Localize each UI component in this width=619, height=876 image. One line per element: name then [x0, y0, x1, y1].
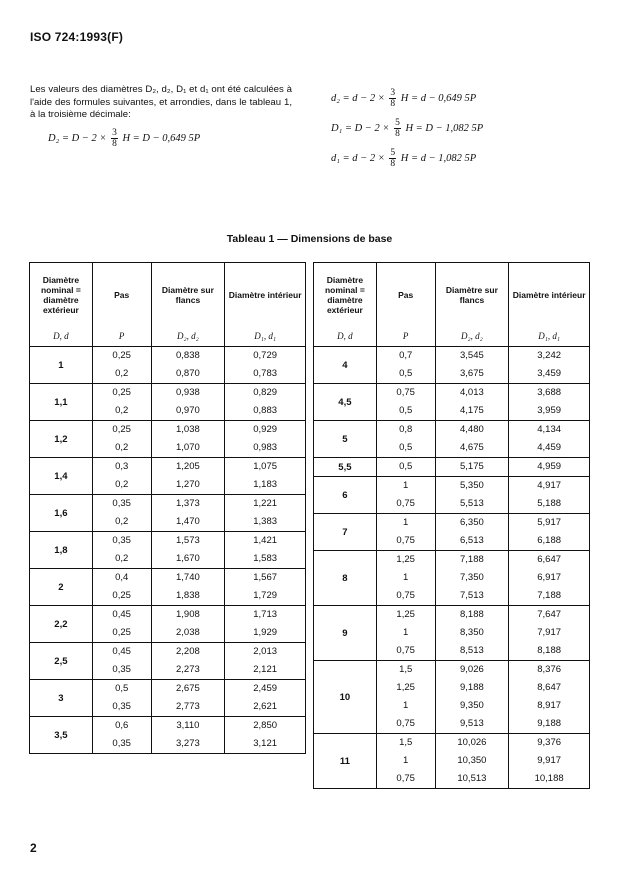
nominal-diameter-cell: 5	[314, 421, 377, 458]
minor-diameter-cell: 1,583	[225, 550, 306, 569]
minor-diameter-cell: 4,134	[509, 421, 590, 440]
column-symbol-minor-diameter: D₁, d₁	[225, 326, 306, 347]
table-caption: Tableau 1 — Dimensions de base	[226, 233, 393, 245]
document-header: ISO 724:1993(F)	[30, 30, 124, 44]
formula-d2	[331, 88, 476, 109]
nominal-diameter-cell: 4	[314, 347, 377, 384]
table-row	[30, 532, 306, 551]
pitch-diameter-cell: 1,070	[151, 439, 225, 458]
nominal-diameter-cell: 1,2	[30, 421, 93, 458]
pitch-diameter-cell: 0,838	[151, 347, 225, 366]
pitch-cell: 0,25	[92, 384, 151, 403]
column-header-diameter: Diamètre nominal = diamètre extérieur	[30, 263, 93, 327]
formula-D2-lhs: D₂ = D − 2 ×	[48, 132, 107, 144]
minor-diameter-cell: 9,917	[509, 752, 590, 770]
nominal-diameter-cell: 2,5	[30, 643, 93, 680]
nominal-diameter-cell: 3,5	[30, 717, 93, 754]
table-row	[30, 458, 306, 477]
pitch-diameter-cell: 7,188	[435, 551, 509, 570]
pitch-diameter-cell: 0,938	[151, 384, 225, 403]
column-header-minor-diameter: Diamètre intérieur	[225, 263, 306, 327]
pitch-cell: 0,8	[376, 421, 435, 440]
pitch-cell: 0,25	[92, 347, 151, 366]
minor-diameter-cell: 2,459	[225, 680, 306, 699]
pitch-diameter-cell: 5,175	[435, 458, 509, 477]
table-row	[314, 551, 590, 570]
minor-diameter-cell: 0,929	[225, 421, 306, 440]
minor-diameter-cell: 1,567	[225, 569, 306, 588]
pitch-cell: 1,25	[376, 551, 435, 570]
column-symbol-pitch: P	[376, 326, 435, 347]
column-symbol-pitch: P	[92, 326, 151, 347]
table-row	[314, 384, 590, 403]
table-row	[30, 495, 306, 514]
pitch-diameter-cell: 6,350	[435, 514, 509, 533]
pitch-diameter-cell: 4,675	[435, 439, 509, 458]
formula-d2-lhs: d₂ = d − 2 ×	[331, 92, 385, 104]
dimensions-table-right	[313, 262, 590, 789]
fraction-denominator: 8	[390, 99, 396, 109]
formula-D1	[331, 118, 483, 139]
dimensions-table-left	[29, 262, 306, 754]
pitch-cell: 0,7	[376, 347, 435, 366]
table-row	[314, 606, 590, 625]
formula-D1-rhs: H = D − 1,082 5P	[405, 122, 484, 134]
minor-diameter-cell: 7,647	[509, 606, 590, 625]
pitch-diameter-cell: 1,270	[151, 476, 225, 495]
pitch-cell: 0,75	[376, 532, 435, 551]
minor-diameter-cell: 5,188	[509, 495, 590, 514]
minor-diameter-cell: 1,713	[225, 606, 306, 625]
table-row	[30, 569, 306, 588]
nominal-diameter-cell: 1,1	[30, 384, 93, 421]
minor-diameter-cell: 6,917	[509, 569, 590, 587]
pitch-diameter-cell: 4,013	[435, 384, 509, 403]
fraction-numerator: 5	[390, 148, 396, 158]
pitch-diameter-cell: 7,513	[435, 587, 509, 606]
table-row	[314, 421, 590, 440]
pitch-cell: 0,45	[92, 606, 151, 625]
minor-diameter-cell: 8,647	[509, 679, 590, 697]
formula-d1-fraction	[389, 148, 396, 169]
pitch-diameter-cell: 9,026	[435, 661, 509, 680]
column-header-pitch: Pas	[376, 263, 435, 327]
pitch-cell: 1,25	[376, 679, 435, 697]
table-row	[30, 606, 306, 625]
formula-d1-lhs: d₁ = d − 2 ×	[331, 152, 385, 164]
table-row	[30, 384, 306, 403]
pitch-diameter-cell: 2,675	[151, 680, 225, 699]
minor-diameter-cell: 8,376	[509, 661, 590, 680]
fraction-denominator: 8	[112, 139, 117, 149]
table-row	[314, 514, 590, 533]
pitch-cell: 0,25	[92, 624, 151, 643]
minor-diameter-cell: 0,783	[225, 365, 306, 384]
minor-diameter-cell: 1,421	[225, 532, 306, 551]
minor-diameter-cell: 6,188	[509, 532, 590, 551]
minor-diameter-cell: 4,459	[509, 439, 590, 458]
minor-diameter-cell: 3,242	[509, 347, 590, 366]
minor-diameter-cell: 4,959	[509, 458, 590, 477]
pitch-diameter-cell: 1,670	[151, 550, 225, 569]
intro-paragraph: Les valeurs des diamètres D₂, d₂, D₁ et d₁ ont été calculées à l'aide des formules suivantes, et arrondies, dans le tableau 1, à la troisième décimale:	[30, 84, 292, 121]
table-row	[30, 421, 306, 440]
pitch-diameter-cell: 1,908	[151, 606, 225, 625]
pitch-diameter-cell: 2,773	[151, 698, 225, 717]
pitch-diameter-cell: 5,350	[435, 477, 509, 496]
pitch-cell: 0,75	[376, 770, 435, 789]
nominal-diameter-cell: 8	[314, 551, 377, 606]
pitch-diameter-cell: 4,480	[435, 421, 509, 440]
minor-diameter-cell: 2,621	[225, 698, 306, 717]
formula-d1-rhs: H = d − 1,082 5P	[400, 152, 477, 164]
minor-diameter-cell: 0,883	[225, 402, 306, 421]
nominal-diameter-cell: 3	[30, 680, 93, 717]
minor-diameter-cell: 4,917	[509, 477, 590, 496]
pitch-cell: 0,25	[92, 587, 151, 606]
minor-diameter-cell: 8,188	[509, 642, 590, 661]
pitch-diameter-cell: 1,740	[151, 569, 225, 588]
nominal-diameter-cell: 2,2	[30, 606, 93, 643]
pitch-cell: 1,5	[376, 734, 435, 753]
minor-diameter-cell: 0,983	[225, 439, 306, 458]
pitch-diameter-cell: 3,545	[435, 347, 509, 366]
pitch-cell: 0,35	[92, 698, 151, 717]
pitch-diameter-cell: 3,675	[435, 365, 509, 384]
pitch-cell: 0,5	[376, 365, 435, 384]
fraction-numerator: 5	[395, 118, 400, 128]
nominal-diameter-cell: 1,4	[30, 458, 93, 495]
minor-diameter-cell: 1,383	[225, 513, 306, 532]
minor-diameter-cell: 7,917	[509, 624, 590, 642]
pitch-diameter-cell: 0,970	[151, 402, 225, 421]
fraction-denominator: 8	[390, 159, 396, 169]
formula-d2-fraction	[389, 88, 396, 109]
column-symbol-minor-diameter: D₁, d₁	[509, 326, 590, 347]
pitch-cell: 1,5	[376, 661, 435, 680]
nominal-diameter-cell: 1	[30, 347, 93, 384]
column-symbol-pitch-diameter: D₂, d₂	[151, 326, 225, 347]
column-symbol-pitch-diameter: D₂, d₂	[435, 326, 509, 347]
pitch-cell: 0,2	[92, 439, 151, 458]
column-header-diameter: Diamètre nominal = diamètre extérieur	[314, 263, 377, 327]
formula-D1-fraction	[394, 118, 401, 139]
minor-diameter-cell: 5,917	[509, 514, 590, 533]
nominal-diameter-cell: 4,5	[314, 384, 377, 421]
minor-diameter-cell: 9,376	[509, 734, 590, 753]
formula-D1-lhs: D₁ = D − 2 ×	[331, 122, 390, 134]
pitch-cell: 0,5	[376, 458, 435, 477]
pitch-cell: 0,75	[376, 587, 435, 606]
pitch-diameter-cell: 7,350	[435, 569, 509, 587]
pitch-diameter-cell: 0,870	[151, 365, 225, 384]
minor-diameter-cell: 0,829	[225, 384, 306, 403]
column-header-pitch: Pas	[92, 263, 151, 327]
minor-diameter-cell: 1,929	[225, 624, 306, 643]
pitch-diameter-cell: 3,273	[151, 735, 225, 754]
pitch-cell: 0,35	[92, 735, 151, 754]
page-number: 2	[30, 841, 37, 855]
pitch-diameter-cell: 1,470	[151, 513, 225, 532]
pitch-cell: 0,2	[92, 476, 151, 495]
fraction-numerator: 3	[112, 128, 117, 138]
minor-diameter-cell: 3,688	[509, 384, 590, 403]
pitch-diameter-cell: 1,205	[151, 458, 225, 477]
minor-diameter-cell: 10,188	[509, 770, 590, 789]
table-row	[30, 347, 306, 366]
nominal-diameter-cell: 9	[314, 606, 377, 661]
pitch-cell: 0,45	[92, 643, 151, 662]
pitch-diameter-cell: 4,175	[435, 402, 509, 421]
pitch-cell: 0,2	[92, 513, 151, 532]
formula-D2-fraction	[111, 128, 118, 149]
minor-diameter-cell: 1,221	[225, 495, 306, 514]
minor-diameter-cell: 1,729	[225, 587, 306, 606]
minor-diameter-cell: 2,013	[225, 643, 306, 662]
pitch-cell: 1	[376, 569, 435, 587]
pitch-diameter-cell: 3,110	[151, 717, 225, 736]
pitch-diameter-cell: 5,513	[435, 495, 509, 514]
table-row	[314, 734, 590, 753]
nominal-diameter-cell: 5,5	[314, 458, 377, 477]
pitch-diameter-cell: 2,038	[151, 624, 225, 643]
minor-diameter-cell: 3,959	[509, 402, 590, 421]
pitch-cell: 0,75	[376, 642, 435, 661]
pitch-cell: 0,25	[92, 421, 151, 440]
table-row	[314, 661, 590, 680]
pitch-cell: 1	[376, 697, 435, 715]
minor-diameter-cell: 2,121	[225, 661, 306, 680]
pitch-cell: 0,5	[92, 680, 151, 699]
formula-D2	[48, 128, 200, 149]
pitch-diameter-cell: 1,573	[151, 532, 225, 551]
minor-diameter-cell: 1,183	[225, 476, 306, 495]
table-row	[30, 717, 306, 736]
minor-diameter-cell: 2,850	[225, 717, 306, 736]
nominal-diameter-cell: 1,6	[30, 495, 93, 532]
pitch-diameter-cell: 1,838	[151, 587, 225, 606]
pitch-diameter-cell: 2,273	[151, 661, 225, 680]
formula-d2-rhs: H = d − 0,649 5P	[400, 92, 477, 104]
pitch-cell: 1	[376, 514, 435, 533]
column-header-minor-diameter: Diamètre intérieur	[509, 263, 590, 327]
pitch-diameter-cell: 2,208	[151, 643, 225, 662]
pitch-diameter-cell: 8,513	[435, 642, 509, 661]
minor-diameter-cell: 0,729	[225, 347, 306, 366]
nominal-diameter-cell: 11	[314, 734, 377, 789]
pitch-diameter-cell: 9,188	[435, 679, 509, 697]
pitch-cell: 1	[376, 477, 435, 496]
pitch-cell: 0,2	[92, 365, 151, 384]
pitch-cell: 0,75	[376, 384, 435, 403]
pitch-cell: 0,3	[92, 458, 151, 477]
formula-D2-rhs: H = D − 0,649 5P	[122, 132, 201, 144]
minor-diameter-cell: 6,647	[509, 551, 590, 570]
pitch-diameter-cell: 10,026	[435, 734, 509, 753]
table-row	[314, 347, 590, 366]
minor-diameter-cell: 7,188	[509, 587, 590, 606]
minor-diameter-cell: 8,917	[509, 697, 590, 715]
pitch-diameter-cell: 8,188	[435, 606, 509, 625]
pitch-cell: 0,2	[92, 402, 151, 421]
fraction-numerator: 3	[390, 88, 396, 98]
column-header-pitch-diameter: Diamètre sur flancs	[435, 263, 509, 327]
pitch-diameter-cell: 10,513	[435, 770, 509, 789]
minor-diameter-cell: 3,459	[509, 365, 590, 384]
pitch-cell: 0,75	[376, 495, 435, 514]
pitch-cell: 0,35	[92, 532, 151, 551]
pitch-cell: 0,35	[92, 661, 151, 680]
nominal-diameter-cell: 6	[314, 477, 377, 514]
minor-diameter-cell: 9,188	[509, 715, 590, 734]
fraction-denominator: 8	[395, 129, 400, 139]
pitch-diameter-cell: 10,350	[435, 752, 509, 770]
pitch-cell: 0,35	[92, 495, 151, 514]
pitch-diameter-cell: 9,350	[435, 697, 509, 715]
column-symbol-diameter: D, d	[314, 326, 377, 347]
table-row	[30, 680, 306, 699]
pitch-cell: 1	[376, 624, 435, 642]
pitch-diameter-cell: 1,373	[151, 495, 225, 514]
nominal-diameter-cell: 7	[314, 514, 377, 551]
pitch-cell: 0,5	[376, 402, 435, 421]
pitch-cell: 0,2	[92, 550, 151, 569]
pitch-diameter-cell: 8,350	[435, 624, 509, 642]
table-row	[314, 477, 590, 496]
minor-diameter-cell: 3,121	[225, 735, 306, 754]
table-row	[314, 458, 590, 477]
column-symbol-diameter: D, d	[30, 326, 93, 347]
pitch-cell: 1	[376, 752, 435, 770]
pitch-diameter-cell: 6,513	[435, 532, 509, 551]
column-header-pitch-diameter: Diamètre sur flancs	[151, 263, 225, 327]
pitch-cell: 0,4	[92, 569, 151, 588]
nominal-diameter-cell: 2	[30, 569, 93, 606]
pitch-cell: 0,6	[92, 717, 151, 736]
nominal-diameter-cell: 10	[314, 661, 377, 734]
pitch-cell: 0,75	[376, 715, 435, 734]
table-row	[30, 643, 306, 662]
pitch-diameter-cell: 1,038	[151, 421, 225, 440]
minor-diameter-cell: 1,075	[225, 458, 306, 477]
formula-d1	[331, 148, 476, 169]
pitch-diameter-cell: 9,513	[435, 715, 509, 734]
pitch-cell: 0,5	[376, 439, 435, 458]
pitch-cell: 1,25	[376, 606, 435, 625]
nominal-diameter-cell: 1,8	[30, 532, 93, 569]
